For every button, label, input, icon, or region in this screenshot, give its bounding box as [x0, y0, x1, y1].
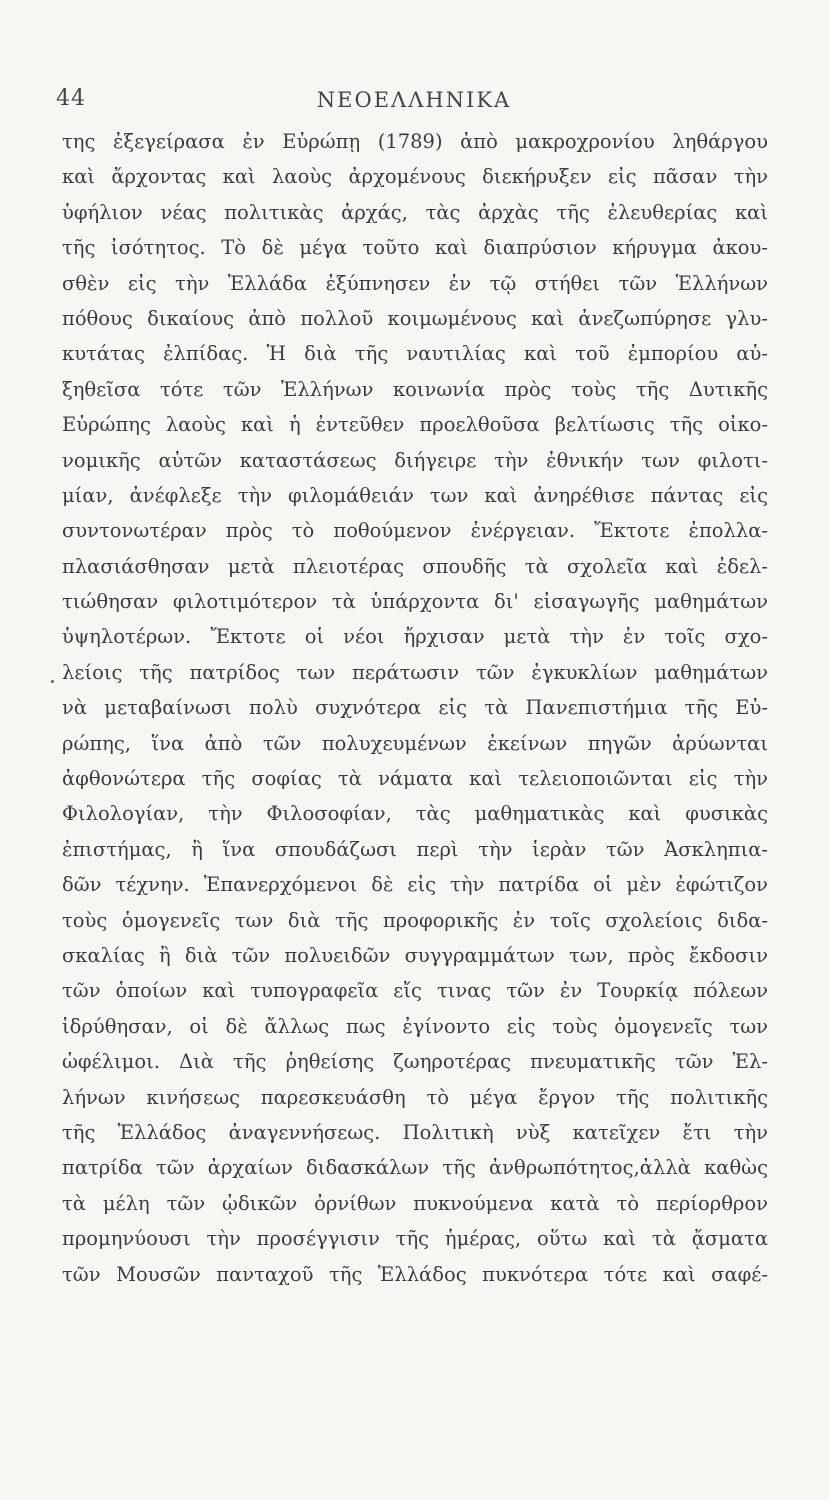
text-line: ἐπιστήμας, ἢ ἵνα σπουδάζωσι περὶ τὴν ἱερὰν τῶν Ἀσκληπια- — [62, 837, 768, 861]
text-line: τῶν Μουσῶν πανταχοῦ τῆς Ἑλλάδος πυκνότερα τότε καὶ σαφέ- — [62, 1262, 768, 1286]
text-line: σθὲν εἰς τὴν Ἑλλάδα ἐξύπνησεν ἐν τῷ στήθει τῶν Ἑλλήνων — [62, 271, 768, 295]
text-line: τῆς ἰσότητος. Τὸ δὲ μέγα τοῦτο καὶ διαπρύσιον κήρυγμα ἀκου- — [62, 236, 768, 260]
text-line: Εὐρώπης λαοὺς καὶ ἡ ἐντεῦθεν προελθοῦσα βελτίωσις τῆς οἰκο- — [62, 413, 768, 437]
text-line: τοὺς ὁμογενεῖς των διὰ τῆς προφορικῆς ἐν τοῖς σχολείοις διδα- — [62, 908, 768, 932]
text-line: ξηθεῖσα τότε τῶν Ἑλλήνων κοινωνία πρὸς τοὺς τῆς Δυτικῆς — [62, 377, 768, 401]
text-line: σκαλίας ἢ διὰ τῶν πολυειδῶν συγγραμμάτων των, πρὸς ἔκδοσιν — [62, 943, 768, 967]
text-line: ὑφήλιον νέας πολιτικὰς ἀρχάς, τὰς ἀρχὰς τῆς ἐλευθερίας καὶ — [62, 200, 768, 224]
text-line: Φιλολογίαν, τὴν Φιλοσοφίαν, τὰς μαθηματικὰς καὶ φυσικὰς — [62, 802, 768, 826]
text-line: πατρίδα τῶν ἀρχαίων διδασκάλων τῆς ἀνθρωπότητος,ἀλλὰ καθὼς — [62, 1156, 768, 1180]
text-line: μίαν, ἀνέφλεξε τὴν φιλομάθειάν των καὶ ἀνηρέθισε πάντας εἰς — [62, 483, 768, 507]
page-header — [56, 86, 772, 126]
text-line: τιώθησαν φιλοτιμότερον τὰ ὑπάρχοντα δι' εἰσαγωγῆς μαθημάτων — [62, 590, 768, 614]
text-line: ἀφθονώτερα τῆς σοφίας τὰ νάματα καὶ τελειοποιῶνται εἰς τὴν — [62, 767, 768, 791]
page-number: 44 — [56, 86, 86, 111]
text-line: τῆς Ἑλλάδος ἀναγεννήσεως. Πολιτικὴ νὺξ κατεῖχεν ἔτι τὴν — [62, 1120, 768, 1144]
text-line: δῶν τέχνην. Ἐπανερχόμενοι δὲ εἰς τὴν πατρίδα οἱ μὲν ἐφώτιζον — [62, 873, 768, 897]
text-line: λείοις τῆς πατρίδος των περάτωσιν τῶν ἐγκυκλίων μαθημάτων — [62, 660, 768, 684]
text-line: νὰ μεταβαίνωσι πολὺ συχνότερα εἰς τὰ Πανεπιστήμια τῆς Εὐ- — [62, 696, 768, 720]
text-line: ὑψηλοτέρων. Ἔκτοτε οἱ νέοι ἤρχισαν μετὰ τὴν ἐν τοῖς σχο- — [62, 625, 768, 649]
text-line: τὰ μέλη τῶν ᾠδικῶν ὀρνίθων πυκνούμενα κατὰ τὸ περίορθρον — [62, 1191, 768, 1215]
text-line: ρώπης, ἵνα ἀπὸ τῶν πολυχευμένων ἐκείνων πηγῶν ἀρύωνται — [62, 731, 768, 755]
text-line: ἱδρύθησαν, οἱ δὲ ἄλλως πως ἐγίνοντο εἰς τοὺς ὁμογενεῖς των — [62, 1014, 768, 1038]
text-line: τῶν ὁποίων καὶ τυπογραφεῖα εἴς τινας τῶν ἐν Τουρκίᾳ πόλεων — [62, 979, 768, 1003]
body-text — [62, 124, 768, 1292]
running-title: ΝΕΟΕΛΛΗΝΙΚΑ — [316, 88, 512, 112]
text-line: της ἐξεγείρασα ἐν Εὐρώπῃ (1789) ἀπὸ μακροχρονίου ληθάργου — [62, 130, 768, 153]
text-line: λήνων κινήσεως παρεσκευάσθη τὸ μέγα ἔργον τῆς πολιτικῆς — [62, 1085, 768, 1109]
margin-mark — [51, 680, 54, 683]
text-line: πόθους δικαίους ἀπὸ πολλοῦ κοιμωμένους καὶ ἀνεζωπύρησε γλυ- — [62, 306, 768, 330]
text-line: ὠφέλιμοι. Διὰ τῆς ῥηθείσης ζωηροτέρας πνευματικῆς τῶν Ἑλ- — [62, 1050, 768, 1074]
text-line: συντονωτέραν πρὸς τὸ ποθούμενον ἐνέργειαν. Ἔκτοτε ἐπολλα- — [62, 519, 768, 543]
text-line: κυτάτας ἐλπίδας. Ἡ διὰ τῆς ναυτιλίας καὶ τοῦ ἐμπορίου αὐ- — [62, 342, 768, 366]
text-line: προμηνύουσι τὴν προσέγγισιν τῆς ἡμέρας, οὕτω καὶ τὰ ᾄσματα — [62, 1227, 768, 1251]
text-line: καὶ ἄρχοντας καὶ λαοὺς ἀρχομένους διεκήρυξεν εἰς πᾶσαν τὴν — [62, 165, 768, 189]
text-line: πλασιάσθησαν μετὰ πλειοτέρας σπουδῆς τὰ σχολεῖα καὶ ἐδελ- — [62, 554, 768, 578]
text-line: νομικῆς αὐτῶν καταστάσεως διήγειρε τὴν ἐθνικήν των φιλοτι- — [62, 448, 768, 472]
